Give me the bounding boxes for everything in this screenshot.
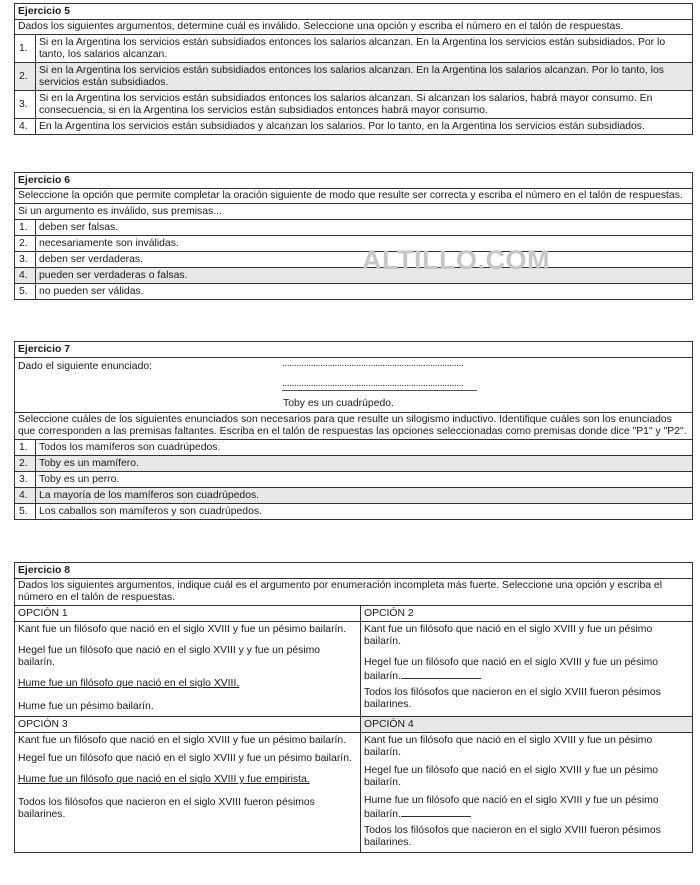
option-text: Si en la Argentina los servicios están subsidiados entonces los salarios alcanzan. En la Argentina los servicios están subsidiados. Por lo tanto, los salarios alcanzan. — [39, 37, 666, 60]
ejercicio-8-title: Ejercicio 8 — [18, 565, 70, 576]
ejercicio-8-prompt: Dados los siguientes argumentos, indique cuál es el argumento por enumeración incompleta más fuerte. Seleccione una opción y escriba el número en el talón de respuestas. — [15, 578, 692, 605]
option-number: 5. — [15, 504, 36, 519]
ej5-option-4[interactable] — [15, 118, 692, 134]
opcion-1-label: OPCIÓN 1 — [15, 606, 360, 622]
conclusion: Hume fue un pésimo bailarín. — [18, 701, 154, 712]
premise: Kant fue un filósofo que nació en el siglo XVIII y fue un pésimo bailarín. — [18, 735, 347, 746]
ejercicio-8 — [14, 562, 693, 853]
option-number: 3. — [15, 252, 36, 267]
ej5-option-3[interactable] — [15, 90, 692, 118]
ejercicio-5-title: Ejercicio 5 — [18, 6, 70, 17]
option-text: La mayoría de los mamíferos son cuadrúpedos. — [39, 490, 260, 501]
ej6-option-3[interactable] — [15, 251, 692, 267]
blank-premise-2: ............................................................................ — [282, 378, 477, 391]
opcion-3-argument — [15, 733, 360, 824]
premise: Hegel fue un filósofo que nació en el siglo XVIII y y fue un pésimo bailarín. — [18, 645, 321, 668]
conclusion: Todos los filósofos que nacieron en el siglo XVIII fueron pésimos bailarines. — [364, 825, 661, 848]
premise — [364, 795, 689, 821]
ej6-option-4[interactable] — [15, 267, 692, 283]
premise: Kant fue un filósofo que nació en el siglo XVIII y fue un pésimo bailarín. — [364, 735, 653, 758]
option-number: 4. — [15, 268, 36, 283]
option-text: necesariamente son inválidas. — [39, 238, 179, 249]
option-number: 4. — [15, 119, 36, 134]
opcion-4-argument — [361, 733, 692, 852]
conclusion-text: Toby es un cuadrúpedo. — [283, 398, 394, 409]
ej5-option-2[interactable] — [15, 62, 692, 90]
ejercicio-5-prompt: Dados los siguientes argumentos, determine cuál es inválido. Seleccione una opción y escriba el número en el talón de respuestas. — [15, 19, 692, 34]
option-number: 2. — [15, 63, 36, 90]
option-text: Toby es un mamífero. — [39, 458, 139, 469]
premise: Hegel fue un filósofo que nació en el siglo XVIII y fue un pésimo bailarín. — [18, 753, 352, 764]
premise-text: Hegel fue un filósofo que nació en el siglo XVIII y fue un pésimo bailarín. — [364, 657, 659, 682]
option-number: 1. — [15, 220, 36, 235]
blank-premise-1: ............................................................................ — [282, 358, 464, 369]
ejercicio-6-stem: Si un argumento es inválido, sus premisas... — [15, 203, 692, 219]
opcion-1[interactable] — [15, 606, 361, 716]
premise: Hume fue un filósofo que nació en el siglo XVIII. — [18, 678, 240, 689]
option-number: 1. — [15, 440, 36, 455]
enunciado-box — [15, 357, 692, 412]
premise: Kant fue un filósofo que nació en el siglo XVIII y fue un pésimo bailarín. — [18, 624, 347, 635]
ej6-option-1[interactable] — [15, 219, 692, 235]
ej7-option-3[interactable] — [15, 471, 692, 487]
ej6-option-5[interactable] — [15, 283, 692, 299]
watermark-text: ALTILLO.COM — [362, 245, 550, 275]
ejercicio-6-prompt: Seleccione la opción que permite completar la oración siguiente de modo que resulte ser correcta y escriba el número en el talón de respuestas. — [15, 188, 692, 203]
option-text: Todos los mamíferos son cuadrúpedos. — [39, 442, 221, 453]
conclusion: Todos los filósofos que nacieron en el siglo XVIII fueron pésimos bailarines. — [364, 687, 661, 710]
opcion-2[interactable] — [361, 606, 692, 716]
opcion-3-label: OPCIÓN 3 — [15, 717, 360, 733]
option-number: 2. — [15, 236, 36, 251]
option-text: Toby es un perro. — [39, 474, 120, 485]
option-text: pueden ser verdaderas o falsas. — [39, 270, 188, 281]
option-text: En la Argentina los servicios están subsidiados y alcanzan los salarios. Por lo tanto, en la Argentina los servicios están subsidiados. — [39, 121, 645, 132]
ejercicio-7-prompt: Seleccione cuáles de los siguientes enunciados son necesarios para que resulte un silogismo inductivo. Identifique cuáles son los enunciados que corresponden a las premisas faltantes. Escriba en el talón de respuestas las opciones seleccionadas como premisas donde dice "P1" y "P2". — [15, 412, 692, 439]
ej6-option-2[interactable] — [15, 235, 692, 251]
ejercicio-5 — [14, 3, 693, 135]
opcion-1-argument — [15, 622, 360, 716]
premise: Hegel fue un filósofo que nació en el siglo XVIII y fue un pésimo bailarín. — [364, 765, 659, 788]
option-text: deben ser falsas. — [39, 222, 119, 233]
opcion-4-label: OPCIÓN 4 — [361, 717, 692, 733]
option-text: no pueden ser válidas. — [39, 286, 144, 297]
ej7-option-1[interactable] — [15, 439, 692, 455]
option-text: Los caballos son mamíferos y son cuadrúpedos. — [39, 506, 262, 517]
option-text: Si en la Argentina los servicios están subsidiados entonces los salarios alcanzan. Si alcanzan los salarios, habrá mayor consumo. En consecuencia, si en la Argentina los servicios están subsidiados entonces habrá mayor consumo. — [39, 93, 653, 116]
underline-blank — [401, 807, 471, 817]
opcion-2-label: OPCIÓN 2 — [361, 606, 692, 622]
conclusion: Todos los filósofos que nacieron en el siglo XVIII fueron pésimos bailarines. — [18, 797, 315, 820]
opcion-2-argument — [361, 622, 692, 714]
underline-blank — [401, 669, 481, 679]
ej5-option-1[interactable] — [15, 34, 692, 62]
premise: Hume fue un filósofo que nació en el siglo XVIII y fue empirista. — [18, 774, 310, 785]
enunciado-label: Dado el siguiente enunciado: — [18, 361, 153, 372]
option-number: 3. — [15, 472, 36, 487]
ejercicio-7 — [14, 341, 693, 520]
ej7-option-4[interactable] — [15, 487, 692, 503]
option-number: 2. — [15, 456, 36, 471]
premise-text: Hume fue un filósofo que nació en el siglo XVIII y fue un pésimo bailarín. — [364, 795, 659, 820]
premise: Kant fue un filósofo que nació en el siglo XVIII y fue un pésimo bailarín. — [364, 624, 653, 647]
ej7-option-2[interactable] — [15, 455, 692, 471]
ejercicio-6-title: Ejercicio 6 — [18, 175, 70, 186]
ej7-option-5[interactable] — [15, 503, 692, 519]
premise — [364, 657, 689, 683]
option-text: deben ser verdaderas. — [39, 254, 143, 265]
option-number: 1. — [15, 35, 36, 62]
opcion-4[interactable] — [361, 716, 692, 852]
opcion-3[interactable] — [15, 716, 361, 852]
option-number: 3. — [15, 91, 36, 118]
ejercicio-6 — [14, 172, 693, 300]
option-text: Si en la Argentina los servicios están subsidiados entonces los salarios alcanzan. En la Argentina los salarios alcanzan. Por lo tanto, los servicios están subsidiados. — [39, 65, 664, 88]
ejercicio-7-title: Ejercicio 7 — [18, 344, 70, 355]
option-number: 4. — [15, 488, 36, 503]
option-number: 5. — [15, 284, 36, 299]
opciones-grid — [15, 605, 692, 852]
